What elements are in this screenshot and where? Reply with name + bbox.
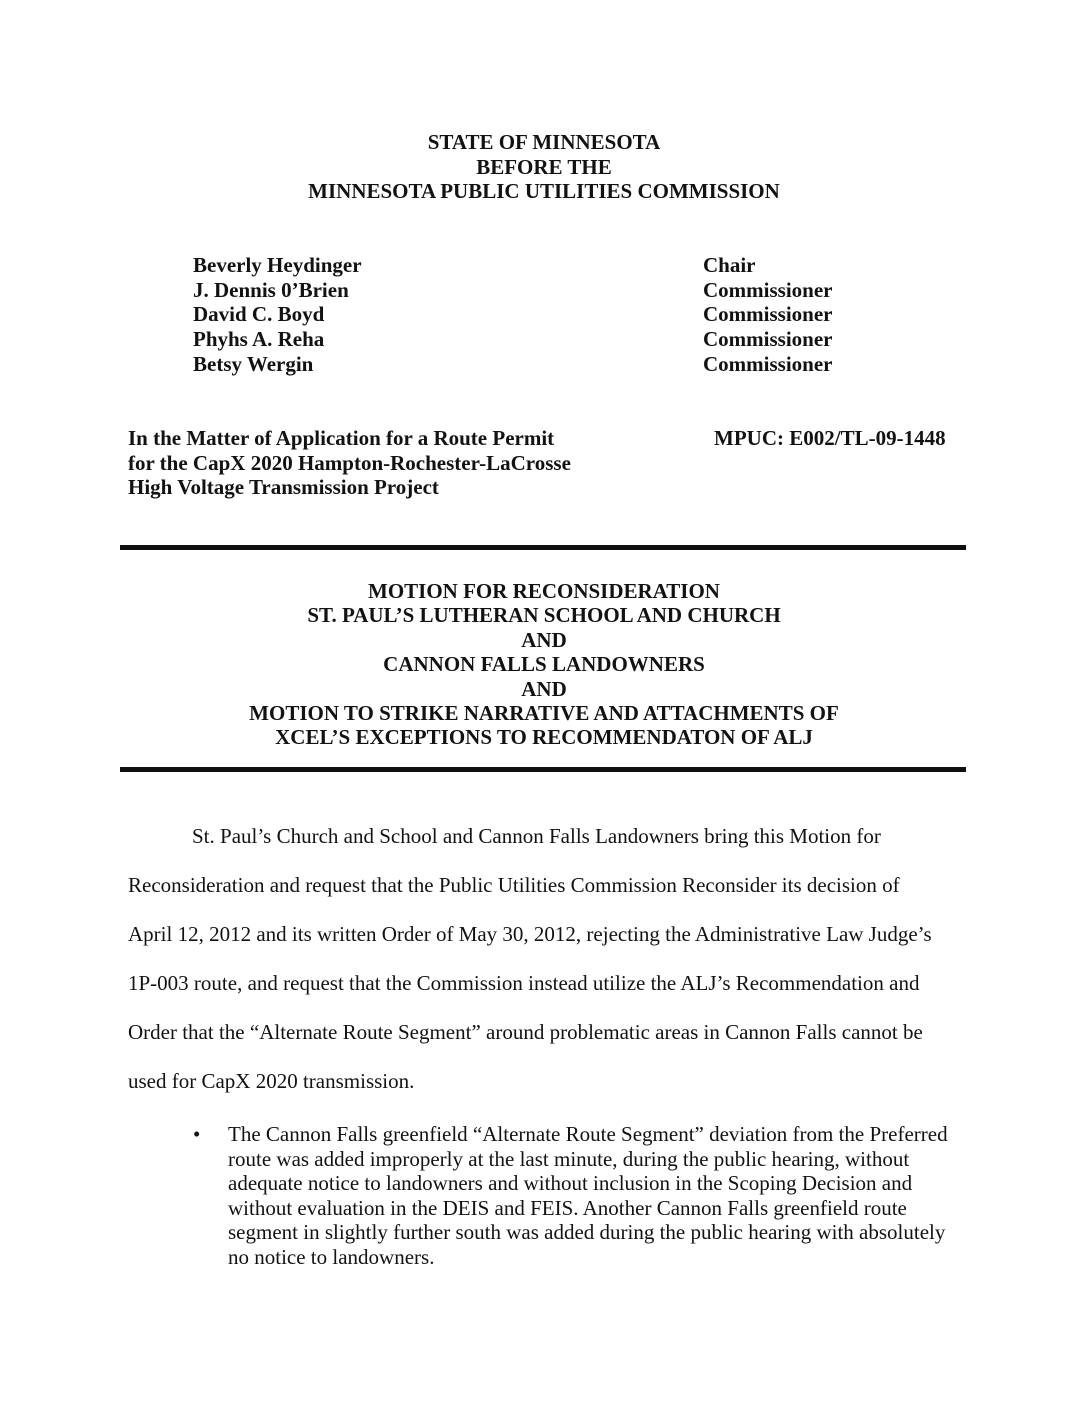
case-caption-line: High Voltage Transmission Project [128,475,439,500]
case-caption [128,426,688,500]
commissioner-row [193,253,973,278]
commissioners-list [193,253,973,376]
bullet-text-line: segment in slightly further south was added during the public hearing with absolutely [228,1220,946,1244]
bullet-text-line: The Cannon Falls greenfield “Alternate Route Segment” deviation from the Preferred [228,1122,948,1146]
motion-title-line: AND [521,676,567,701]
commissioner-title: Commissioner [703,351,833,376]
court-header-line: STATE OF MINNESOTA [427,130,661,154]
body-paragraph-line: Order that the “Alternate Route Segment” around problematic areas in Cannon Falls cannot be [128,1020,923,1044]
bullet-icon: • [193,1122,201,1146]
body-paragraph-line: April 12, 2012 and its written Order of May 30, 2012, rejecting the Administrative Law Judge’s [128,922,932,946]
commissioner-name: J. Dennis 0’Brien [193,277,349,302]
case-caption-line: In the Matter of Application for a Route Permit [128,426,555,450]
bullet-text-line: route was added improperly at the last minute, during the public hearing, without [228,1146,910,1171]
commissioner-name: David C. Boyd [193,302,325,327]
commissioner-row [193,278,973,303]
commissioner-name: Beverly Heydinger [193,253,362,277]
motion-title-line: MOTION TO STRIKE NARRATIVE AND ATTACHMENTS OF [249,701,839,726]
body-paragraph-line: used for CapX 2020 transmission. [128,1069,415,1093]
body-paragraph-line: Reconsideration and request that the Public Utilities Commission Reconsider its decision of [128,873,900,897]
commissioner-title: Commissioner [703,302,833,327]
commissioner-name: Phyhs A. Reha [193,326,325,351]
docket-number: MPUC: E002/TL-09-1448 [714,426,946,450]
commissioner-title: Chair [703,253,756,277]
commissioner-name: Betsy Wergin [193,351,314,376]
body-paragraph-line: 1P-003 route, and request that the Commission instead utilize the ALJ’s Recommendation and [128,971,920,995]
case-caption-line: for the CapX 2020 Hampton-Rochester-LaCrosse [128,450,571,475]
commissioner-row [193,302,973,327]
commissioner-title: Commissioner [703,326,833,351]
motion-title-line: ST. PAUL’S LUTHERAN SCHOOL AND CHURCH [307,603,781,628]
court-header-line: BEFORE THE [476,154,612,179]
horizontal-rule-bottom [120,767,966,772]
court-header-line: MINNESOTA PUBLIC UTILITIES COMMISSION [308,179,780,204]
body-paragraph [128,812,960,1106]
motion-title-line: MOTION FOR RECONSIDERATION [368,579,720,603]
commissioner-row [193,352,973,377]
commissioner-row [193,327,973,352]
bullet-text-line: without evaluation in the DEIS and FEIS. Another Cannon Falls greenfield route [228,1195,907,1220]
bullet-text [228,1122,948,1269]
bullet-text-line: adequate notice to landowners and without inclusion in the Scoping Decision and [228,1171,913,1195]
motion-title-line: XCEL’S EXCEPTIONS TO RECOMMENDATON OF ALJ [275,725,813,750]
bullet-item [193,1122,973,1269]
motion-title [0,579,1088,750]
body-paragraph-line: St. Paul’s Church and School and Cannon Falls Landowners bring this Motion for [192,824,881,848]
horizontal-rule-top [120,545,966,550]
commissioner-title: Commissioner [703,277,833,302]
motion-title-line: CANNON FALLS LANDOWNERS [383,652,705,677]
motion-title-line: AND [521,627,567,652]
bullet-text-line: no notice to landowners. [228,1244,435,1269]
court-header [0,130,1088,204]
